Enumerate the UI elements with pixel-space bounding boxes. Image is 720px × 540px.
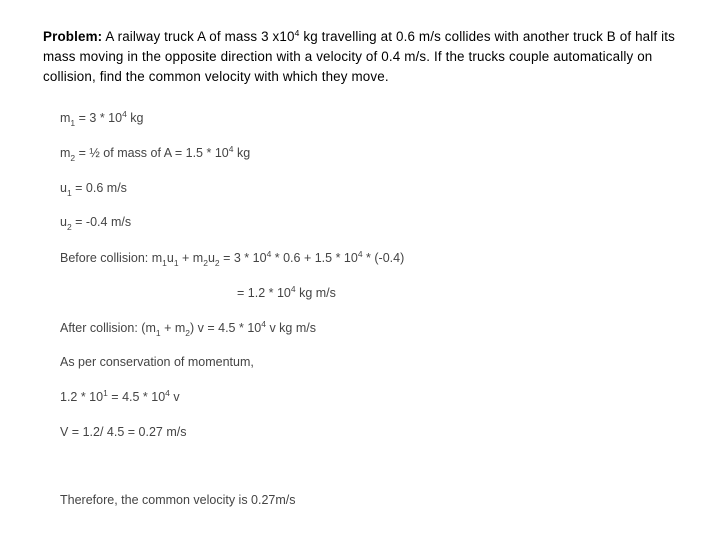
subscript: 1 <box>173 258 179 268</box>
step-u1 <box>60 180 127 196</box>
text: As per conservation of momentum, <box>60 355 254 369</box>
problem-statement <box>43 27 703 87</box>
text: = 1.2 * 10 <box>237 286 291 300</box>
text: + m <box>160 321 186 335</box>
var-u: u <box>60 215 67 229</box>
text: V = 1.2/ 4.5 = 0.27 m/s <box>60 425 187 439</box>
text: = 3 * 10 <box>219 251 267 265</box>
expression: = ½ of mass of A = 1.5 * 10 <box>75 146 229 160</box>
problem-text-part-1: A railway truck A of mass 3 x10 <box>102 29 295 44</box>
step-before-collision <box>60 250 404 266</box>
problem-text-part-2: kg travelling at 0.6 m/s collides with another truck B of half its mass moving in the opposite direction with a velocity of 0.4 m/s. If the trucks couple automatically on collision, find the common velocity with which they move. <box>43 29 675 84</box>
exponent: 4 <box>266 249 272 259</box>
step-equation <box>60 389 180 405</box>
exponent: 4 <box>357 249 363 259</box>
subscript: 1 <box>70 118 76 128</box>
step-u2 <box>60 214 131 230</box>
subscript: 2 <box>70 153 76 163</box>
step-m2 <box>60 145 250 161</box>
unit: kg <box>126 111 144 125</box>
exponent: 4 <box>261 319 266 329</box>
text: v kg m/s <box>265 321 316 335</box>
text: Therefore, the common velocity is 0.27m/s <box>60 493 296 507</box>
subscript: 1 <box>162 258 167 268</box>
text: * 0.6 + 1.5 * 10 <box>271 251 358 265</box>
var-u: u <box>60 181 67 195</box>
text: Before collision: m <box>60 251 163 265</box>
text: * (-0.4) <box>362 251 405 265</box>
step-conclusion <box>60 492 296 508</box>
subscript: 2 <box>214 258 220 268</box>
text: 1.2 * 10 <box>60 390 104 404</box>
expression: = 3 * 10 <box>75 111 123 125</box>
text: = 4.5 * 10 <box>107 390 166 404</box>
subscript: 2 <box>66 222 72 232</box>
problem-label: Problem: <box>43 29 103 44</box>
exponent: 4 <box>165 388 170 398</box>
var-m: m <box>60 146 71 160</box>
unit: kg m/s <box>295 286 336 300</box>
text: + m <box>178 251 204 265</box>
exponent: 4 <box>122 109 127 119</box>
step-m1 <box>60 110 144 126</box>
subscript: 1 <box>155 328 161 338</box>
subscript: 2 <box>203 258 208 268</box>
problem-exponent: 4 <box>294 28 300 38</box>
step-before-result <box>237 285 336 301</box>
step-conservation <box>60 354 254 370</box>
expression: = 0.6 m/s <box>71 181 127 195</box>
text: v <box>169 390 180 404</box>
text: u <box>166 251 174 265</box>
exponent: 1 <box>103 388 108 398</box>
text: After collision: (m <box>60 321 156 335</box>
step-after-collision <box>60 320 316 336</box>
exponent: 4 <box>290 284 296 294</box>
expression: = -0.4 m/s <box>71 215 132 229</box>
exponent: 4 <box>228 144 234 154</box>
subscript: 2 <box>185 328 190 338</box>
unit: kg <box>233 146 251 160</box>
var-m: m <box>60 111 71 125</box>
step-velocity <box>60 424 186 440</box>
subscript: 1 <box>66 188 72 198</box>
text: ) v = 4.5 * 10 <box>190 321 262 335</box>
text: u <box>207 251 215 265</box>
